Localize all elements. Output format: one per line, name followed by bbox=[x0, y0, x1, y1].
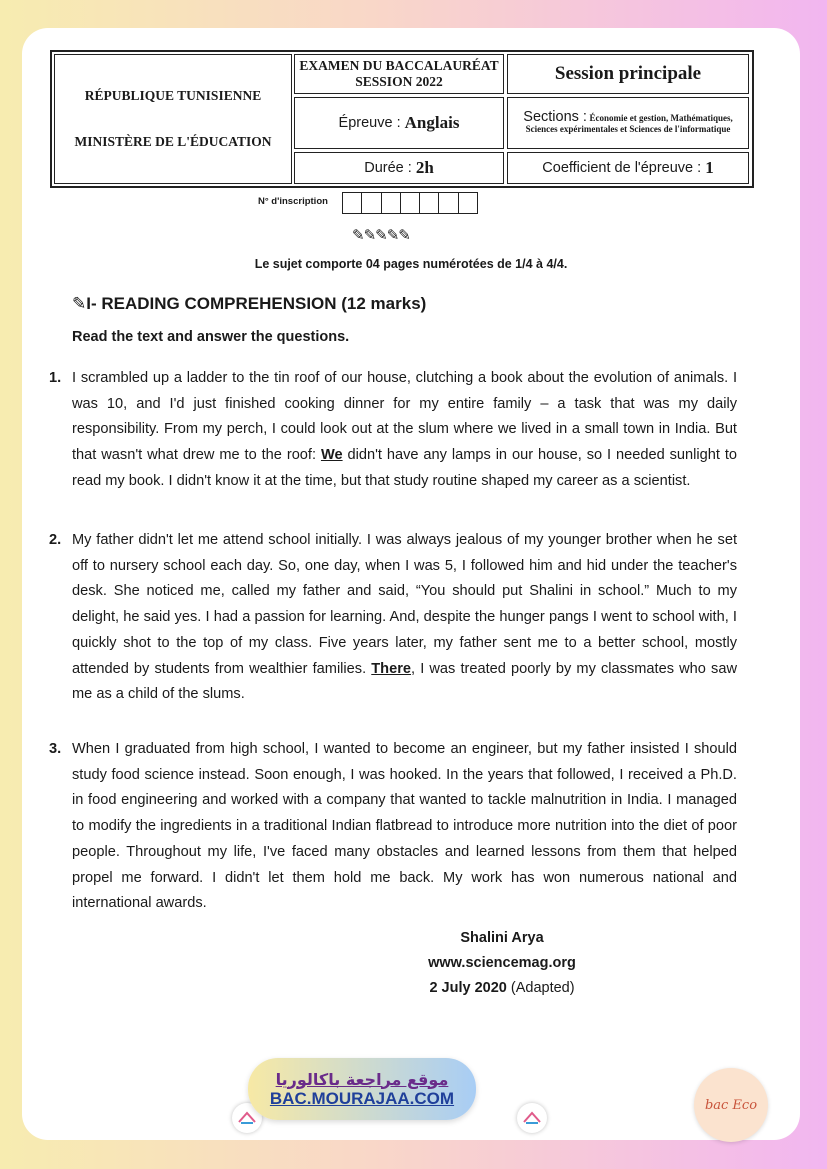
session-year: SESSION 2022 bbox=[355, 74, 443, 89]
site-arabic-name: موقع مراجعة باكالوريا bbox=[275, 1069, 449, 1089]
ministry-name: MINISTÈRE DE L'ÉDUCATION bbox=[74, 134, 272, 149]
source-site: www.sciencemag.org bbox=[428, 955, 576, 971]
paragraph-number: 3. bbox=[49, 741, 62, 757]
coef-cell bbox=[507, 152, 749, 184]
section-title: ✎I- READING COMPREHENSION (12 marks) bbox=[72, 294, 427, 313]
epreuve-label: Épreuve : bbox=[338, 115, 401, 131]
paragraph-3: 3. When I graduated from high school, I wanted to become an engineer, but my father insisted I should study food science instead. Soon enough, I was hooked. In the years that followed, I received a Ph.D. in food engineering and worked with a company that wanted to tackle malnutrition in India. I managed to modify the ingredients in a traditional Indian flatbread to introduce more nutrition into the diet of poor people. Throughout my life, I've faced many obstacles and learned lessons from them that helped propel me forward. I didn't let them hold me back. My work has won numerous national and international awards. bbox=[72, 737, 737, 917]
paragraph-1: 1. I scrambled up a ladder to the tin roof of our house, clutching a book about the evolution of animals. I was 10, and I'd just finished cooking dinner for my entire family – a task that was my daily responsibility. From my perch, I could look out at the slum where we lived in a small town in India. But that wasn't what drew me to the roof: We didn't have any lamps in our house, so I needed sunlight to read my book. I didn't know it at the time, but that study routine shaped my career as a scientist. bbox=[72, 366, 737, 495]
source-note: (Adapted) bbox=[510, 980, 575, 996]
country-name: RÉPUBLIQUE TUNISIENNE bbox=[84, 88, 262, 103]
instruction: Read the text and answer the questions. bbox=[72, 329, 350, 345]
duree-cell bbox=[294, 152, 504, 184]
pencil-icons: ✎✎✎✎✎ bbox=[352, 227, 410, 244]
paragraph-number: 2. bbox=[49, 532, 62, 548]
right-logo-icon bbox=[517, 1103, 547, 1133]
paragraph-2: 2. My father didn't let me attend school initially. I was always jealous of my younger brother when he set off to nursery school each day. So, one day, when I was 5, I followed him and hid under the teacher's desk. She noticed me, called my father and said, “You should put Shalini in school.” Much to my delight, he said yes. I had a passion for learning. And, despite the hunger pangs I went to school with, I quickly shot to the top of my class. Five years later, my father sent me to a better school, mostly attended by students from wealthier families. There, I was treated poorly by my classmates who saw me as a child of the slums. bbox=[72, 528, 737, 708]
sections-cell bbox=[507, 97, 749, 149]
sections-label: Sections : bbox=[523, 108, 587, 125]
underlined-word: We bbox=[320, 447, 343, 464]
exam-cell bbox=[294, 54, 504, 94]
session-type-cell bbox=[507, 54, 749, 94]
source-author: Shalini Arya bbox=[460, 930, 544, 946]
epreuve-cell bbox=[294, 97, 504, 149]
inscription-label: N° d'inscription bbox=[258, 196, 328, 207]
bac-eco-badge bbox=[694, 1068, 768, 1142]
underlined-word: There bbox=[371, 660, 412, 677]
duree-value: 2h bbox=[415, 158, 434, 177]
header-left-cell bbox=[54, 54, 292, 184]
duree-label: Durée : bbox=[364, 160, 412, 176]
exam-title: EXAMEN DU BACCALAURÉAT bbox=[299, 58, 499, 73]
session-type: Session principale bbox=[554, 63, 702, 84]
coef-label: Coefficient de l'épreuve : bbox=[542, 160, 702, 176]
sections-value: Économie et gestion, Mathématiques, Sciences expérimentales et Sciences de l'informatique bbox=[525, 112, 733, 134]
site-link[interactable] bbox=[248, 1058, 476, 1120]
badge-text: bac Eco bbox=[704, 1097, 758, 1113]
coef-value: 1 bbox=[705, 158, 714, 177]
exam-page bbox=[22, 28, 800, 1140]
source-block bbox=[402, 926, 602, 1001]
inscription-boxes[interactable] bbox=[342, 192, 478, 214]
epreuve-value: Anglais bbox=[404, 113, 460, 132]
paragraph-number: 1. bbox=[49, 370, 62, 386]
site-url: BAC.MOURAJAA.COM bbox=[269, 1088, 455, 1108]
pages-note: Le sujet comporte 04 pages numérotées de 1/4 à 4/4. bbox=[254, 257, 568, 271]
source-date: 2 July 2020 bbox=[429, 980, 507, 996]
